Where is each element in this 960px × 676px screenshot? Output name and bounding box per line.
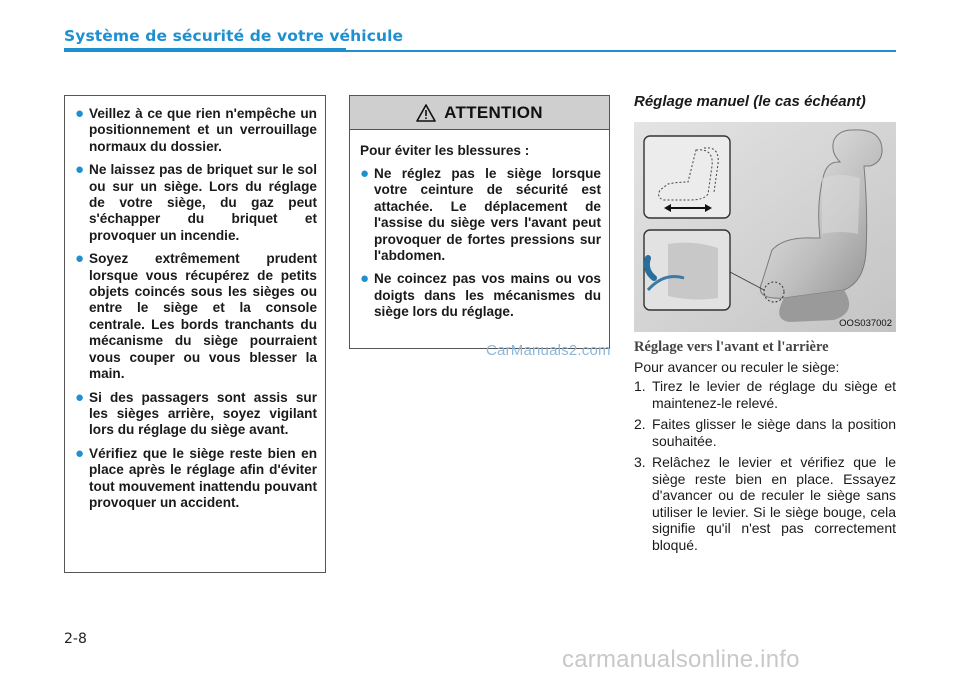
warning-item: ● Si des passagers sont assis sur les sièges arrière, soyez vigilant lors du réglage du siège avant. <box>75 388 317 438</box>
warning-item: ● Ne laissez pas de briquet sur le sol ou sur un siège. Lors du réglage de votre siège, du gaz peut s'échapper du briquet et provoquer un incendie. <box>75 161 317 243</box>
section-title: Réglage manuel (le cas échéant) <box>634 93 866 110</box>
warning-item: ● Vérifiez que le siège reste bien en place après le réglage afin d'éviter tout mouvement inattendu pouvant provoquer un accident. <box>75 444 317 510</box>
warning-item: ● Soyez extrêmement prudent lorsque vous récupérez de petits objets coincés sous les sièges ou entre le siège et la console centrale. Les bords tranchants du mécanisme du siège pourraient vous couper ou vous blesser la main. <box>75 250 317 382</box>
page-number: 2-8 <box>64 631 87 647</box>
subsection-title: Réglage vers l'avant et l'arrière <box>634 339 829 355</box>
bullet-icon: ● <box>75 161 85 179</box>
attention-label: ATTENTION <box>444 102 543 122</box>
attention-header <box>350 96 609 130</box>
footer-watermark: carmanualsonline.info <box>562 646 800 673</box>
step-item: 1. Tirez le levier de réglage du siège et maintenez-le relevé. <box>634 378 896 411</box>
warning-item: ● Veillez à ce que rien n'empêche un positionnement et un verrouillage normaux du dossier. <box>75 105 317 154</box>
watermark-link[interactable]: CarManuals2.com <box>486 342 611 359</box>
bullet-icon: ● <box>360 270 370 288</box>
bullet-icon: ● <box>75 250 85 268</box>
warning-box <box>64 95 326 573</box>
attention-item: ● Ne réglez pas le siège lorsque votre ceinture de sécurité est attachée. Le déplacement de l'assise du siège vers l'avant peut provoquer de fortes pressions sur l'abdomen. <box>360 165 601 264</box>
bullet-icon: ● <box>75 388 85 406</box>
instructions-intro: Pour avancer ou reculer le siège: <box>634 359 840 375</box>
seat-illustration <box>634 122 896 332</box>
steps-list <box>634 378 896 558</box>
attention-box <box>349 95 610 349</box>
seat-adjust-figure <box>634 122 896 332</box>
step-item: 3. Relâchez le levier et vérifiez que le siège reste bien en place. Essayez d'avancer ou de reculer le siège sans utiliser le levier. Si le siège bouge, cela signifie qu'il n'est pas correctement bloqué. <box>634 454 896 553</box>
attention-intro: Pour éviter les blessures : <box>360 143 530 158</box>
section-header-title: Système de sécurité de votre véhicule <box>64 27 404 45</box>
step-item: 2. Faites glisser le siège dans la position souhaitée. <box>634 416 896 449</box>
header-rule-thin <box>346 50 896 52</box>
header-rule-thick <box>64 48 346 52</box>
attention-item: ● Ne coincez pas vos mains ou vos doigts dans les mécanismes du siège lors du réglage. <box>360 270 601 320</box>
warning-list <box>65 96 325 511</box>
figure-code: OOS037002 <box>839 318 892 329</box>
bullet-icon: ● <box>75 444 85 462</box>
attention-list <box>350 166 609 321</box>
bullet-icon: ● <box>360 165 370 182</box>
warning-triangle-icon <box>416 104 436 122</box>
bullet-icon: ● <box>75 105 85 122</box>
